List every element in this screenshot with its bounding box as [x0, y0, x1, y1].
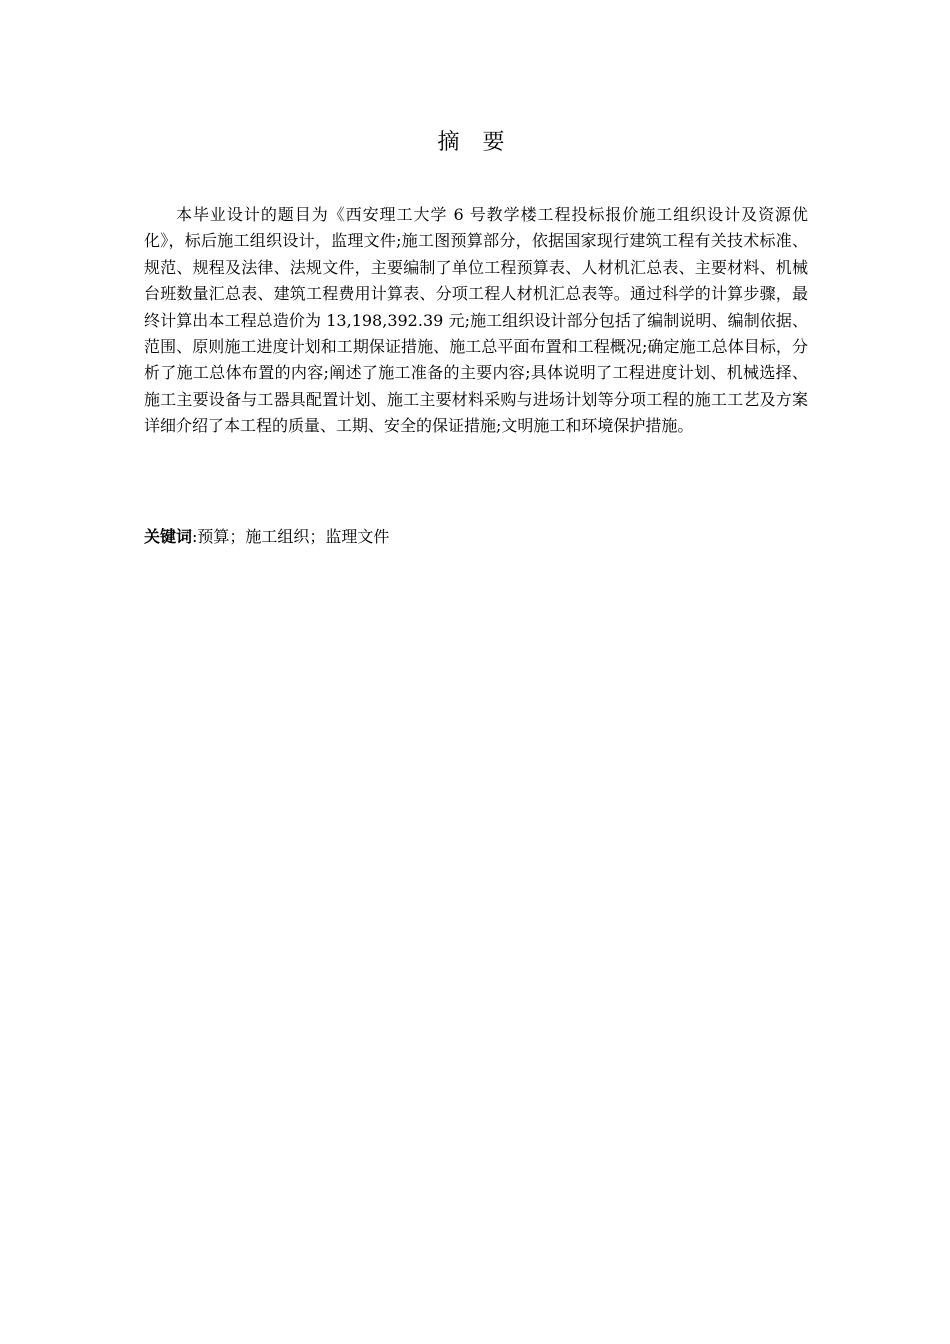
keywords-line — [144, 524, 808, 550]
keywords-label: 关键词 — [144, 527, 193, 546]
keywords-text: :预算；施工组织；监理文件 — [192, 527, 390, 546]
abstract-title: 摘 要 — [437, 130, 513, 155]
abstract-body: 本毕业设计的题目为《西安理工大学 6 号教学楼工程投标报价施工组织设计及资源优化》，标后施工组织设计，监理文件;施工图预算部分，依据国家现行建筑工程有关技术标准、规范、规程及法律、法规文件，主要编制了单位工程预算表、人材机汇总表、主要材料、机械台班数量汇总表、建筑工程费用计算表、分项工程人材机汇总表等。通过科学的计算步骤，最终计算出本工程总造价为 13,198,392.39 元;施工组织设计部分包括了编制说明、编制依据、范围、原则施工进度计划和工期保证措施、施工总平面布置和工程概况;确定施工总体目标，分析了施工总体布置的内容;阐述了施工准备的主要内容;具体说明了工程进度计划、机械选择、施工主要设备与工器具配置计划、施工主要材料采购与进场计划等分项工程的施工工艺及方案详细介绍了本工程的质量、工期、安全的保证措施;文明施工和环境保护措施。 — [144, 205, 808, 436]
